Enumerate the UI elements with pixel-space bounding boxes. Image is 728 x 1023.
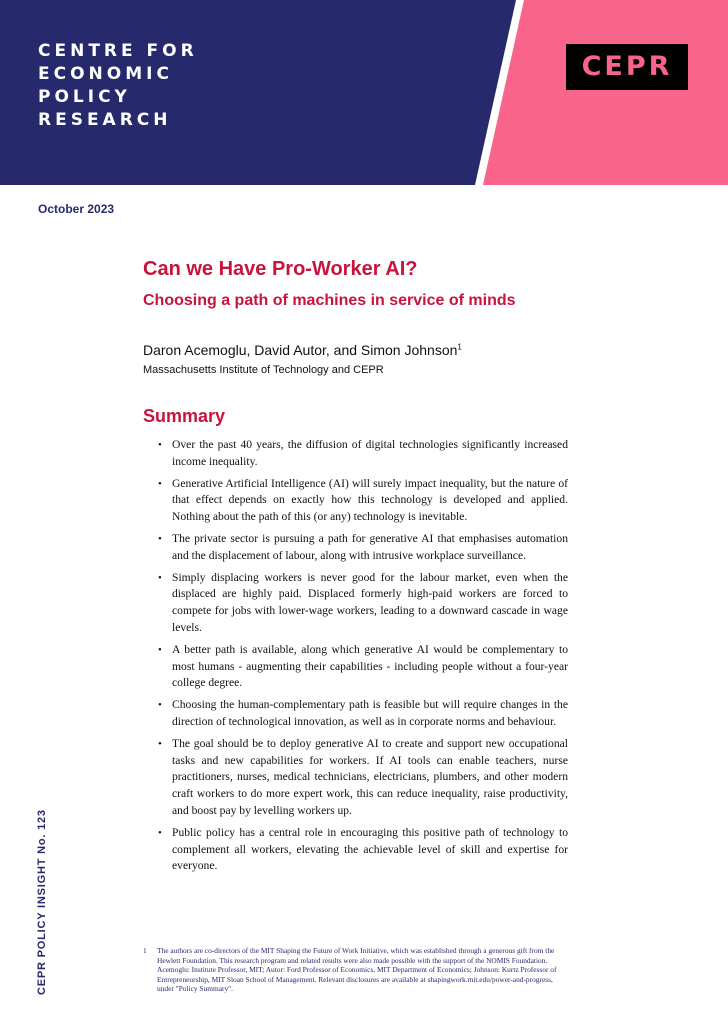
summary-item-text: Public policy has a central role in encouraging this positive path of technology to complement all workers, elevating the achievable level of skill and expertise for everyone. (172, 825, 568, 873)
summary-item (158, 531, 568, 565)
summary-item (158, 736, 568, 820)
summary-item-text: Simply displacing workers is never good for the labour market, even when the displaced are highly paid. Displaced formerly high-paid workers are forced to compete for jobs with lower-wage workers, leading to a downward cascade in wage levels. (172, 570, 568, 634)
footnote-text: The authors are co-directors of the MIT Shaping the Future of Work Initiative, which was established through a generous gift from the Hewlett Foundation. This research program and related results were also made possible with the support of the NOMIS Foundation. Acemoglu: Institute Professor, MIT; Autor: Ford Professor of Economics, MIT Department of Economics; Johnson: Kurtz Professor of Entrepreneurship, MIT Sloan School of Management. Relevant disclosures are available at shapingwork.mit.edu/power-and-progress, under "Policy Summary". (157, 946, 557, 994)
bullet-icon: • (158, 439, 162, 451)
summary-item-text: A better path is available, along which generative AI would be complementary to most humans - augmenting their capabilities - including people without a four-year college degree. (172, 642, 568, 690)
org-name-line: ECONOMIC (38, 64, 173, 84)
page-title: Can we Have Pro-Worker AI? (143, 258, 418, 280)
bullet-icon: • (158, 643, 162, 656)
bullet-icon: • (158, 477, 162, 490)
bullet-icon: • (158, 571, 162, 584)
summary-item (158, 476, 568, 526)
author-affiliation: Massachusetts Institute of Technology and CEPR (143, 364, 384, 376)
publication-date: October 2023 (38, 202, 115, 216)
org-name-line: RESEARCH (38, 110, 172, 130)
footnote-mark: 1 (143, 946, 147, 955)
summary-item-text: The private sector is pursuing a path for generative AI that emphasises automation and the displacement of labour, along with intrusive workplace surveillance. (172, 531, 568, 562)
cepr-logo (566, 44, 688, 90)
cepr-logo-text: CEPR (581, 51, 673, 82)
bullet-icon: • (158, 826, 162, 839)
summary-item (158, 570, 568, 637)
org-name (38, 40, 198, 132)
summary-item-text: Over the past 40 years, the diffusion of digital technologies significantly increased income inequality. (172, 438, 568, 468)
bullet-icon: • (158, 737, 162, 750)
author-names: Daron Acemoglu, David Autor, and Simon Johnson (143, 342, 458, 358)
summary-item-text: The goal should be to deploy generative AI to create and support new occupational tasks and new capabilities for workers. If AI tools can enable teachers, nurse practitioners, nurses, medical technicians, electricians, plumbers, and other modern craft workers to do more expert work, this can reduce inequality, raise productivity, and boost pay by levelling workers up. (172, 736, 568, 817)
summary-item (158, 642, 568, 692)
page-subtitle: Choosing a path of machines in service of minds (143, 292, 516, 309)
author-footnote-mark: 1 (457, 342, 462, 352)
series-label: CEPR POLICY INSIGHT No. 123 (36, 809, 48, 995)
summary-item-text: Choosing the human-complementary path is feasible but will require changes in the direction of technological innovation, as well as in corporate norms and behaviour. (172, 698, 568, 728)
summary-list (158, 437, 568, 880)
bullet-icon: • (158, 532, 162, 545)
org-name-line: POLICY (38, 87, 131, 107)
header-pink-panel (483, 0, 728, 185)
bullet-icon: • (158, 699, 162, 712)
footnote (143, 946, 568, 994)
summary-item (158, 437, 568, 471)
summary-item-text: Generative Artificial Intelligence (AI) will surely impact inequality, but the nature of that effect depends on exactly how this technology is developed and applied. Nothing about the path of this (or any) technology is inevitable. (172, 476, 568, 524)
org-name-line: CENTRE FOR (38, 41, 198, 61)
summary-heading: Summary (143, 406, 226, 426)
summary-item (158, 825, 568, 875)
author-line (143, 342, 462, 358)
summary-item (158, 697, 568, 731)
